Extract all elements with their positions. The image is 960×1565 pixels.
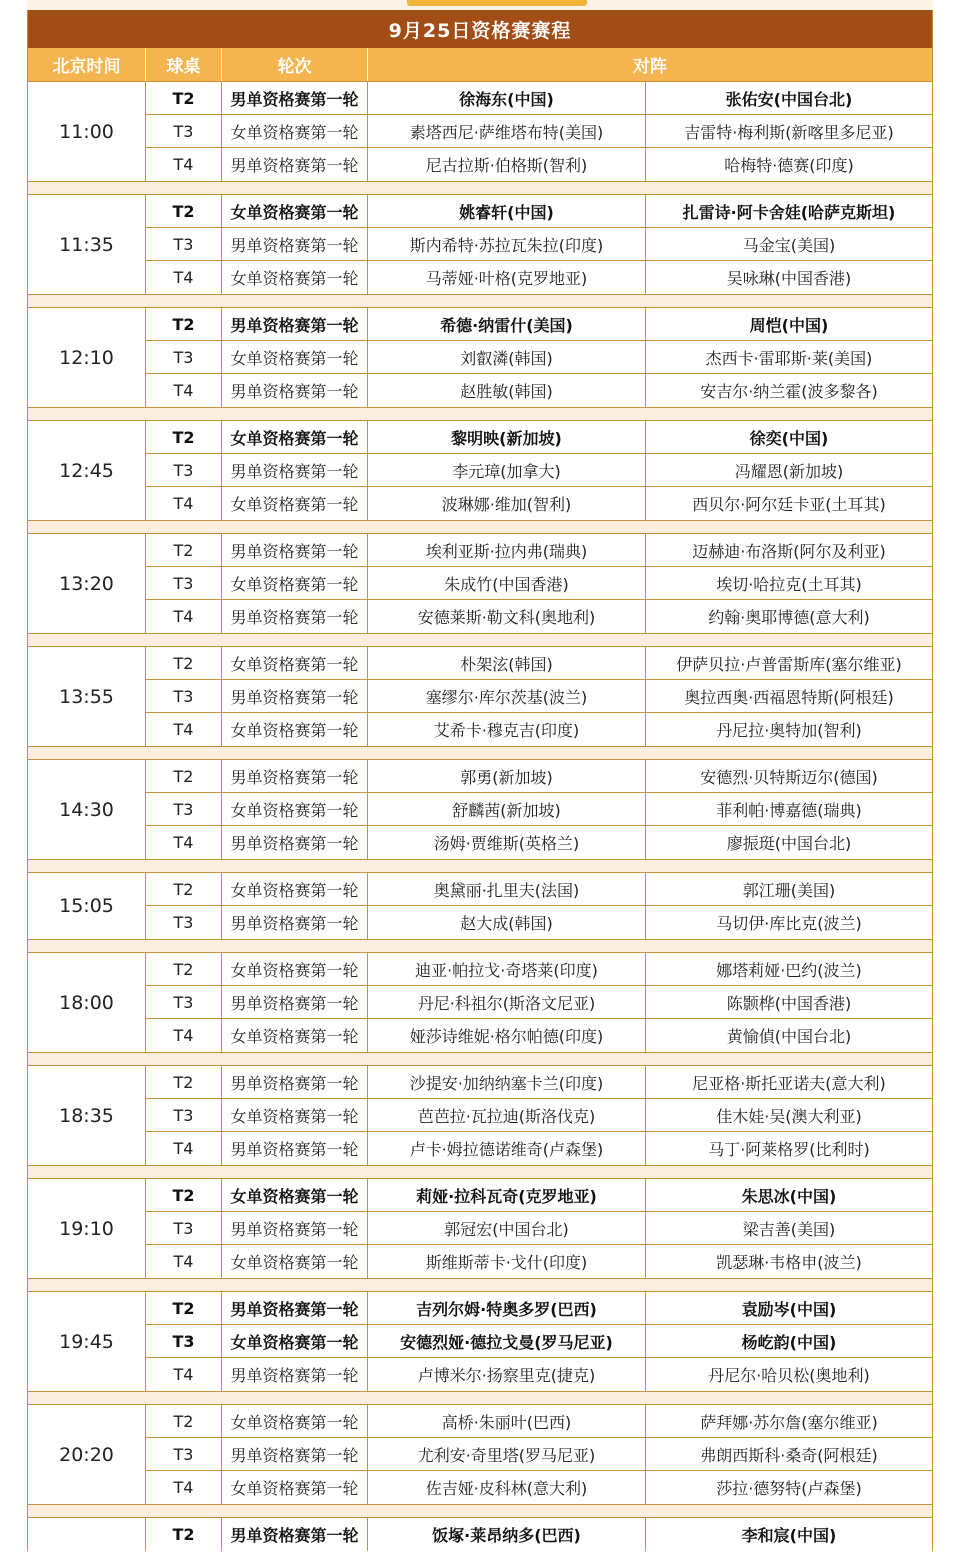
player1-cell: 斯内希特·苏拉瓦朱拉(印度): [368, 228, 646, 260]
top-strip: [27, 0, 933, 10]
table-cell: T2: [146, 873, 222, 905]
player1-cell: 尼古拉斯·伯格斯(智利): [368, 148, 646, 181]
header-table: 球桌: [146, 48, 222, 81]
table-cell: T4: [146, 1132, 222, 1165]
round-cell: 男单资格赛第一轮: [222, 826, 368, 859]
table-cell: T3: [146, 1099, 222, 1131]
table-row: [146, 600, 932, 633]
table-row: [146, 487, 932, 520]
round-cell: 男单资格赛第一轮: [222, 148, 368, 181]
time-slot-group: [28, 1404, 932, 1504]
table-row: [146, 261, 932, 294]
time-slot-group: [28, 420, 932, 520]
player1-cell: 卢卡·姆拉德诺维奇(卢森堡): [368, 1132, 646, 1165]
match-rows: [146, 195, 932, 294]
table-cell: T4: [146, 713, 222, 746]
table-cell: T2: [146, 953, 222, 985]
player1-cell: 希德·纳雷什(美国): [368, 308, 646, 340]
player1-cell: 饭塚·莱昂纳多(巴西): [368, 1518, 646, 1551]
round-cell: 女单资格赛第一轮: [222, 873, 368, 905]
table-row: [146, 986, 932, 1019]
round-cell: 男单资格赛第一轮: [222, 680, 368, 712]
group-separator: [28, 294, 932, 307]
round-cell: 男单资格赛第一轮: [222, 454, 368, 486]
player1-cell: 朱成竹(中国香港): [368, 567, 646, 599]
player1-cell: 莉娅·拉科瓦奇(克罗地亚): [368, 1179, 646, 1211]
player2-cell: 吴咏琳(中国香港): [726, 269, 852, 288]
header-match: 对阵: [633, 57, 667, 77]
player1-cell: 徐海东(中国): [368, 82, 646, 114]
player1-cell: 吉列尔姆·特奥多罗(巴西): [368, 1292, 646, 1324]
player1-cell: 郭勇(新加坡): [368, 760, 646, 792]
round-cell: 女单资格赛第一轮: [222, 1099, 368, 1131]
group-separator: [28, 1504, 932, 1517]
table-cell: T4: [146, 374, 222, 407]
table-row: [146, 195, 932, 228]
group-separator: [28, 181, 932, 194]
player2-cell: 马切伊·库比克(波兰): [716, 914, 862, 933]
table-cell: T3: [146, 680, 222, 712]
player2-cell: 佳木娃·吴(澳大利亚): [716, 1106, 862, 1126]
table-cell: T2: [146, 760, 222, 792]
round-cell: 女单资格赛第一轮: [222, 567, 368, 599]
table-row: [146, 1325, 932, 1358]
table-header: [28, 48, 932, 81]
player2-cell: 哈梅特·德赛(印度): [724, 156, 854, 175]
match-rows: [146, 1066, 932, 1165]
time-slot-group: [28, 952, 932, 1052]
table-cell: T2: [146, 195, 222, 227]
match-rows: [146, 1179, 932, 1278]
player1-cell: 姚睿轩(中国): [368, 195, 646, 227]
round-cell: 女单资格赛第一轮: [222, 115, 368, 147]
player2-cell: 约翰·奥耶博德(意大利): [708, 608, 870, 627]
round-cell: 女单资格赛第一轮: [222, 1179, 368, 1211]
player2-cell: 袁励岑(中国): [741, 1299, 837, 1319]
time-slot-group: [28, 81, 932, 181]
time-cell: [28, 1518, 146, 1551]
player1-cell: 安德莱斯·勒文科(奥地利): [368, 600, 646, 633]
table-cell: T4: [146, 600, 222, 633]
time-cell: 20:20: [28, 1405, 146, 1504]
table-cell: T3: [146, 567, 222, 599]
round-cell: 女单资格赛第一轮: [222, 1471, 368, 1504]
group-separator: [28, 1052, 932, 1065]
player1-cell: 马蒂娅·叶格(克罗地亚): [368, 261, 646, 294]
match-rows: [146, 82, 932, 181]
time-cell: 12:45: [28, 421, 146, 520]
time-slot-group: [28, 759, 932, 859]
table-row: [146, 647, 932, 680]
player2-cell: 伊萨贝拉·卢普雷斯库(塞尔维亚): [676, 654, 902, 674]
player2-cell: 马金宝(美国): [742, 235, 836, 255]
round-cell: 男单资格赛第一轮: [222, 1132, 368, 1165]
table-cell: T4: [146, 826, 222, 859]
time-slot-group: [28, 194, 932, 294]
player2-cell: 梁吉善(美国): [742, 1219, 836, 1239]
player2-cell: 丹尼尔·哈贝松(奥地利): [708, 1366, 870, 1385]
logo-fragment: [407, 0, 587, 6]
player1-cell: 安德烈娅·德拉戈曼(罗马尼亚): [368, 1325, 646, 1357]
match-rows: [146, 308, 932, 407]
table-row: [146, 454, 932, 487]
player1-cell: 斯维斯蒂卡·戈什(印度): [368, 1245, 646, 1278]
time-slot-group: [28, 533, 932, 633]
table-row: [146, 1358, 932, 1391]
table-cell: T2: [146, 647, 222, 679]
player1-cell: 沙提安·加纳纳塞卡兰(印度): [368, 1066, 646, 1098]
time-cell: 15:05: [28, 873, 146, 939]
table-cell: T3: [146, 454, 222, 486]
table-cell: T3: [146, 1325, 222, 1357]
table-cell: T2: [146, 82, 222, 114]
time-cell: 19:10: [28, 1179, 146, 1278]
round-cell: 男单资格赛第一轮: [222, 374, 368, 407]
player2-cell: 郭江珊(美国): [742, 880, 836, 900]
player1-cell: 迪亚·帕拉戈·奇塔莱(印度): [368, 953, 646, 985]
player2-cell: 朱思冰(中国): [741, 1186, 837, 1206]
group-separator: [28, 859, 932, 872]
match-rows: [146, 647, 932, 746]
header-time: 北京时间: [28, 48, 146, 81]
player2-cell: 奥拉西奥·西福恩特斯(阿根廷): [684, 687, 894, 707]
player1-cell: 丹尼·科祖尔(斯洛文尼亚): [368, 986, 646, 1018]
player2-cell: 丹尼拉·奥特加(智利): [716, 721, 862, 740]
table-cell: T2: [146, 1405, 222, 1437]
player2-cell: 弗朗西斯科·桑奇(阿根廷): [700, 1445, 878, 1465]
time-slot-group: [28, 646, 932, 746]
table-row: [146, 1019, 932, 1052]
time-slot-group: [28, 1178, 932, 1278]
round-cell: 女单资格赛第一轮: [222, 1245, 368, 1278]
time-slot-group: [28, 1517, 932, 1551]
table-row: [146, 228, 932, 261]
player1-cell: 艾希卡·穆克吉(印度): [368, 713, 646, 746]
table-row: [146, 1132, 932, 1165]
player1-cell: 赵胜敏(韩国): [368, 374, 646, 407]
table-row: [146, 1066, 932, 1099]
time-slot-group: [28, 1065, 932, 1165]
table-row: [146, 421, 932, 454]
player1-cell: 奥黛丽·扎里夫(法国): [368, 873, 646, 905]
match-rows: [146, 421, 932, 520]
table-row: [146, 1179, 932, 1212]
match-rows: [146, 1405, 932, 1504]
player1-cell: 素塔西尼·萨维塔布特(美国): [368, 115, 646, 147]
player1-cell: 塞缪尔·库尔茨基(波兰): [368, 680, 646, 712]
schedule-title: 9月25日资格赛赛程: [28, 10, 932, 48]
table-row: [146, 374, 932, 407]
schedule-sheet: [27, 10, 933, 1551]
time-cell: 14:30: [28, 760, 146, 859]
round-cell: 男单资格赛第一轮: [222, 986, 368, 1018]
player1-cell: 芭芭拉·瓦拉迪(斯洛伐克): [368, 1099, 646, 1131]
table-row: [146, 567, 932, 600]
match-rows: [146, 1518, 932, 1551]
round-cell: 女单资格赛第一轮: [222, 261, 368, 294]
table-row: [146, 148, 932, 181]
table-cell: T3: [146, 906, 222, 939]
match-rows: [146, 953, 932, 1052]
table-cell: T4: [146, 487, 222, 520]
player2-cell: 萨拜娜·苏尔詹(塞尔维亚): [700, 1412, 878, 1432]
table-row: [146, 906, 932, 939]
player1-cell: 尤利安·奇里塔(罗马尼亚): [368, 1438, 646, 1470]
group-separator: [28, 1165, 932, 1178]
round-cell: 女单资格赛第一轮: [222, 1405, 368, 1437]
player2-cell: 迈赫迪·布洛斯(阿尔及利亚): [692, 541, 886, 561]
group-separator: [28, 746, 932, 759]
time-cell: 13:20: [28, 534, 146, 633]
player2-cell: 凯瑟琳·韦格申(波兰): [716, 1253, 862, 1272]
player1-cell: 娅莎诗维妮·格尔帕德(印度): [368, 1019, 646, 1052]
time-slot-group: [28, 872, 932, 939]
time-cell: 18:00: [28, 953, 146, 1052]
player2-cell: 娜塔莉娅·巴约(波兰): [716, 960, 862, 980]
time-slot-group: [28, 307, 932, 407]
player1-cell: 埃利亚斯·拉内弗(瑞典): [368, 534, 646, 566]
player2-cell: 埃切·哈拉克(土耳其): [716, 574, 862, 594]
player2-cell: 尼亚格·斯托亚诺夫(意大利): [692, 1073, 886, 1093]
table-row: [146, 760, 932, 793]
round-cell: 男单资格赛第一轮: [222, 1358, 368, 1391]
time-cell: 18:35: [28, 1066, 146, 1165]
round-cell: 男单资格赛第一轮: [222, 1292, 368, 1324]
table-cell: T2: [146, 534, 222, 566]
table-cell: T4: [146, 1471, 222, 1504]
round-cell: 男单资格赛第一轮: [222, 228, 368, 260]
table-row: [146, 873, 932, 906]
table-row: [146, 534, 932, 567]
table-cell: T4: [146, 1358, 222, 1391]
round-cell: 女单资格赛第一轮: [222, 341, 368, 373]
table-cell: T4: [146, 148, 222, 181]
round-cell: 女单资格赛第一轮: [222, 953, 368, 985]
player2-cell: 李和宸(中国): [741, 1526, 837, 1545]
player2-cell: 菲利帕·博嘉德(瑞典): [716, 800, 862, 820]
table-cell: T4: [146, 1245, 222, 1278]
player2-cell: 杨屹韵(中国): [741, 1332, 837, 1352]
player1-cell: 赵大成(韩国): [368, 906, 646, 939]
time-slot-group: [28, 1291, 932, 1391]
table-cell: T2: [146, 421, 222, 453]
group-separator: [28, 407, 932, 420]
table-cell: T3: [146, 793, 222, 825]
player2-cell: 扎雷诗·阿卡舍娃(哈萨克斯坦): [682, 202, 896, 222]
table-row: [146, 680, 932, 713]
player2-cell: 吉雷特·梅利斯(新喀里多尼亚): [684, 122, 894, 142]
round-cell: 男单资格赛第一轮: [222, 1066, 368, 1098]
group-separator: [28, 939, 932, 952]
round-cell: 女单资格赛第一轮: [222, 487, 368, 520]
player1-cell: 郭冠宏(中国台北): [368, 1212, 646, 1244]
table-cell: T2: [146, 1066, 222, 1098]
table-cell: T3: [146, 1438, 222, 1470]
player1-cell: 朴架泫(韩国): [368, 647, 646, 679]
player2-cell: 冯耀恩(新加坡): [734, 461, 844, 481]
round-cell: 男单资格赛第一轮: [222, 308, 368, 340]
time-cell: 13:55: [28, 647, 146, 746]
player1-cell: 波琳娜·维加(智利): [368, 487, 646, 520]
time-cell: 11:00: [28, 82, 146, 181]
player1-cell: 刘叡潾(韩国): [368, 341, 646, 373]
table-row: [146, 1471, 932, 1504]
table-row: [146, 341, 932, 374]
player2-cell: 陈颢桦(中国香港): [726, 993, 852, 1013]
player2-cell: 张佑安(中国台北): [725, 89, 853, 109]
round-cell: 男单资格赛第一轮: [222, 1518, 368, 1551]
table-row: [146, 1405, 932, 1438]
table-cell: T3: [146, 986, 222, 1018]
table-row: [146, 308, 932, 341]
time-cell: 19:45: [28, 1292, 146, 1391]
table-cell: T4: [146, 1019, 222, 1052]
schedule-body: [28, 81, 932, 1551]
round-cell: 女单资格赛第一轮: [222, 793, 368, 825]
player2-cell: 安吉尔·纳兰霍(波多黎各): [700, 382, 878, 401]
table-row: [146, 713, 932, 746]
table-row: [146, 1212, 932, 1245]
player1-cell: 汤姆·贾维斯(英格兰): [368, 826, 646, 859]
group-separator: [28, 520, 932, 533]
table-cell: T3: [146, 1212, 222, 1244]
player1-cell: 李元璋(加拿大): [368, 454, 646, 486]
round-cell: 男单资格赛第一轮: [222, 534, 368, 566]
time-cell: 11:35: [28, 195, 146, 294]
table-row: [146, 82, 932, 115]
table-row: [146, 1099, 932, 1132]
table-row: [146, 793, 932, 826]
player2-cell: 莎拉·德努特(卢森堡): [716, 1479, 862, 1498]
round-cell: 女单资格赛第一轮: [222, 421, 368, 453]
table-row: [146, 1245, 932, 1278]
player2-cell: 杰西卡·雷耶斯·莱(美国): [705, 348, 873, 368]
round-cell: 男单资格赛第一轮: [222, 600, 368, 633]
time-cell: 12:10: [28, 308, 146, 407]
match-rows: [146, 760, 932, 859]
player2-cell: 廖振珽(中国台北): [726, 834, 852, 853]
table-row: [146, 826, 932, 859]
player2-cell: 安德烈·贝特斯迈尔(德国): [700, 767, 878, 787]
round-cell: 女单资格赛第一轮: [222, 195, 368, 227]
table-row: [146, 1518, 932, 1551]
player1-cell: 高桥·朱丽叶(巴西): [368, 1405, 646, 1437]
round-cell: 男单资格赛第一轮: [222, 906, 368, 939]
table-cell: T2: [146, 1518, 222, 1551]
table-row: [146, 953, 932, 986]
player1-cell: 卢博米尔·扬察里克(捷克): [368, 1358, 646, 1391]
player2-cell: 徐奕(中国): [749, 428, 829, 448]
table-cell: T3: [146, 228, 222, 260]
player2-cell: 马丁·阿莱格罗(比利时): [708, 1140, 870, 1159]
table-cell: T3: [146, 115, 222, 147]
table-cell: T2: [146, 308, 222, 340]
group-separator: [28, 1278, 932, 1291]
player1-cell: 佐吉娅·皮科林(意大利): [368, 1471, 646, 1504]
round-cell: 男单资格赛第一轮: [222, 760, 368, 792]
player2-cell: 周恺(中国): [749, 315, 829, 335]
round-cell: 女单资格赛第一轮: [222, 1325, 368, 1357]
round-cell: 男单资格赛第一轮: [222, 82, 368, 114]
table-cell: T2: [146, 1292, 222, 1324]
table-row: [146, 1438, 932, 1471]
round-cell: 女单资格赛第一轮: [222, 647, 368, 679]
player2-cell: 西贝尔·阿尔廷卡亚(土耳其): [692, 495, 886, 514]
player1-cell: 黎明映(新加坡): [368, 421, 646, 453]
round-cell: 男单资格赛第一轮: [222, 1438, 368, 1470]
match-rows: [146, 873, 932, 939]
round-cell: 女单资格赛第一轮: [222, 713, 368, 746]
table-row: [146, 115, 932, 148]
match-rows: [146, 534, 932, 633]
group-separator: [28, 633, 932, 646]
header-round: 轮次: [222, 48, 368, 81]
table-cell: T3: [146, 341, 222, 373]
table-cell: T2: [146, 1179, 222, 1211]
player2-cell: 黄愉偵(中国台北): [726, 1027, 852, 1046]
table-cell: T4: [146, 261, 222, 294]
group-separator: [28, 1391, 932, 1404]
match-rows: [146, 1292, 932, 1391]
player1-cell: 舒麟茜(新加坡): [368, 793, 646, 825]
table-row: [146, 1292, 932, 1325]
round-cell: 女单资格赛第一轮: [222, 1019, 368, 1052]
round-cell: 男单资格赛第一轮: [222, 1212, 368, 1244]
